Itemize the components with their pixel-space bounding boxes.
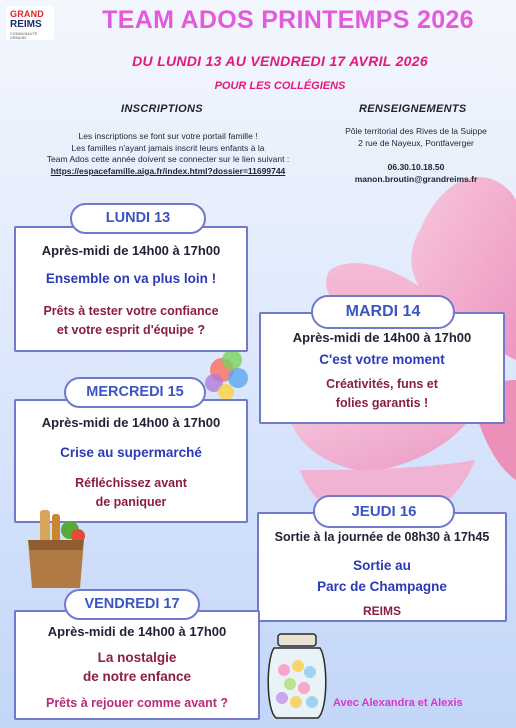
address-line1: Pôle territorial des Rives de la Suippe	[345, 126, 487, 136]
phone-number: 06.30.10.18.50	[387, 162, 445, 172]
jeudi-time: Sortie à la journée de 08h30 à 17h45	[274, 530, 490, 544]
logo-line3: COMMUNAUTÉ URBAINE	[10, 32, 38, 40]
date-range: DU LUNDI 13 AU VENDREDI 17 AVRIL 2026	[132, 53, 428, 69]
renseignements-address	[318, 126, 514, 149]
inscriptions-line1: Les inscriptions se font sur votre portail famille !	[78, 131, 258, 141]
inscriptions-heading: INSCRIPTIONS	[121, 103, 203, 115]
inscriptions-text	[8, 131, 328, 177]
renseignements-heading: RENSEIGNEMENTS	[359, 103, 467, 115]
audience: POUR LES COLLÉGIENS	[214, 80, 346, 92]
grand-reims-logo	[6, 6, 54, 40]
vendredi-theme-line2: de notre enfance	[82, 669, 192, 684]
mardi-label: MARDI 14	[311, 295, 455, 329]
paint-splash-icon	[205, 350, 248, 400]
mardi-time: Après-midi de 14h00 à 17h00	[292, 330, 472, 345]
vendredi-card	[14, 610, 260, 720]
mercredi-desc	[16, 474, 246, 512]
grocery-bag-icon	[22, 510, 94, 590]
mercredi-time: Après-midi de 14h00 à 17h00	[41, 415, 221, 430]
logo-line1: GRAND	[10, 9, 44, 19]
lundi-time: Après-midi de 14h00 à 17h00	[41, 243, 221, 258]
lundi-theme: Ensemble on va plus loin !	[45, 271, 217, 286]
inscriptions-line2: Les familles n'ayant jamais inscrit leurs enfants à la	[71, 142, 265, 153]
lundi-card	[14, 226, 248, 352]
lundi-desc-line1: Prêts à tester votre confiance	[43, 304, 219, 318]
candy-jar-icon	[262, 632, 332, 722]
vendredi-theme-line1: La nostalgie	[97, 650, 177, 665]
jeudi-theme	[259, 555, 505, 597]
logo-line2: REIMS	[10, 19, 42, 30]
vendredi-theme	[16, 648, 258, 686]
jeudi-desc: REIMS	[362, 604, 401, 618]
lundi-desc-line2: et votre esprit d'équipe ?	[56, 323, 206, 337]
jeudi-theme-line1: Sortie au	[353, 558, 411, 573]
jeudi-theme-line2: Parc de Champagne	[317, 579, 447, 594]
footer-note: Avec Alexandra et Alexis	[333, 697, 463, 709]
lundi-desc	[16, 302, 246, 340]
jeudi-label: JEUDI 16	[313, 495, 455, 528]
vendredi-label: VENDREDI 17	[64, 589, 200, 620]
mercredi-theme: Crise au supermarché	[60, 445, 202, 460]
mercredi-label: MERCREDI 15	[64, 377, 206, 408]
mardi-desc-line2: folies garantis !	[335, 396, 429, 410]
email-address[interactable]: manon.broutin@grandreims.fr	[354, 173, 478, 184]
vendredi-desc: Prêts à rejouer comme avant ?	[45, 696, 229, 710]
jeudi-card	[257, 512, 507, 622]
mercredi-desc-line1: Réfléchissez avant	[75, 476, 187, 490]
inscriptions-link[interactable]: https://espacefamille.aiga.fr/index.html?dossier=11699744	[50, 165, 286, 176]
mercredi-card	[14, 399, 248, 523]
mardi-desc	[261, 375, 503, 413]
mardi-desc-line1: Créativités, funs et	[326, 377, 438, 391]
mercredi-desc-line2: de paniquer	[95, 495, 167, 509]
inscriptions-line3: Team Ados cette année doivent se connecter sur le lien suivant :	[46, 154, 290, 164]
vendredi-time: Après-midi de 14h00 à 17h00	[47, 624, 227, 639]
page-title: TEAM ADOS PRINTEMPS 2026	[102, 6, 474, 34]
address-line2: 2 rue de Nayeux, Pontfaverger	[358, 137, 474, 148]
renseignements-contact	[318, 162, 514, 185]
mardi-theme: C'est votre moment	[319, 352, 445, 367]
lundi-label: LUNDI 13	[70, 203, 206, 234]
